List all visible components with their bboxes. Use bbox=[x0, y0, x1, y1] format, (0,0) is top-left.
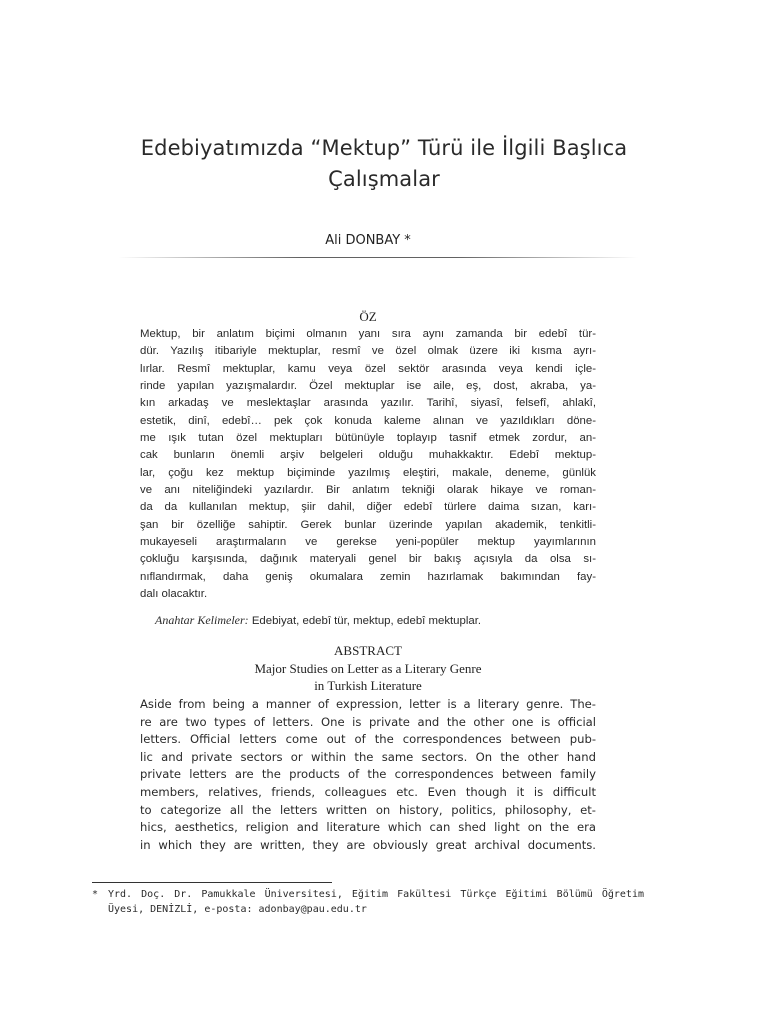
keywords-text: Edebiyat, edebî tür, mektup, edebî mektuplar. bbox=[248, 615, 482, 627]
footnote bbox=[92, 887, 644, 917]
abstract-line: lic and private sectors or within the same sectors. On the other hand bbox=[140, 749, 596, 764]
footnote-line-2: Üyesi, DENİZLİ, e-posta: adonbay@pau.edu.tr bbox=[108, 904, 367, 915]
oz-line: kın arkadaş ve meslektaşlar arasında yazılır. Tarihî, siyasî, felsefî, ahlakî, bbox=[140, 397, 596, 410]
abstract-body bbox=[140, 696, 596, 854]
keywords bbox=[155, 613, 595, 628]
paper-title bbox=[70, 133, 698, 195]
abstract-line: members, relatives, friends, colleagues etc. Even though it is difficult bbox=[140, 784, 596, 799]
abstract-heading: ABSTRACT bbox=[334, 643, 402, 658]
abstract-line: Aside from being a manner of expression, letter is a literary genre. The- bbox=[140, 697, 596, 711]
abstract-line: to categorize all the letters written on history, politics, philosophy, et- bbox=[140, 802, 596, 817]
footnote-divider bbox=[92, 882, 332, 883]
oz-line: şan bir özelliğe sahiptir. Gerek bunlar üzerinde yapılan akademik, tenkitli- bbox=[140, 518, 596, 531]
oz-line: dür. Yazılış itibariyle mektuplar, resmî ve özel olmak üzere iki kısma ayrı- bbox=[140, 345, 596, 358]
oz-line: me ışık tutan özel mektupları bütünüyle toplayıp tasnif etmek zordur, an- bbox=[140, 432, 596, 445]
paper-title-line-1: Edebiyatımızda “Mektup” Türü ile İlgili Başlıca bbox=[140, 136, 628, 160]
oz-line: estetik, dinî, edebî… pek çok konuda kaleme alınan ve yazıldıkları döne- bbox=[140, 414, 596, 427]
oz-line: dalı olacaktır. bbox=[140, 588, 208, 601]
oz-line: cak bunların önemli arşiv belgeleri olduğu muhakkaktır. Edebî mektup- bbox=[140, 449, 596, 462]
oz-line: çokluğu karşısında, dağınık materyali genel bir bakış açısıyla da olsa sı- bbox=[140, 553, 596, 566]
author-name: Ali DONBAY * bbox=[325, 233, 411, 248]
oz-line: rinde yapılan yazışmalardır. Özel mektuplar ise aile, eş, dost, akraba, ya- bbox=[140, 380, 596, 393]
oz-body bbox=[140, 326, 596, 604]
title-divider bbox=[118, 257, 638, 258]
abstract-line: in which they are written, they are obviously great archival documents. bbox=[140, 837, 596, 852]
oz-line: Mektup, bir anlatım biçimi olmanın yanı sıra aynı zamanda bir edebî tür- bbox=[140, 328, 596, 340]
footnote-mark: * bbox=[92, 889, 99, 900]
footnote-text bbox=[108, 887, 644, 917]
oz-line: ve anı niteliğindeki yazılardır. Bir anlatım tekniği olarak hikaye ve roman- bbox=[140, 484, 596, 497]
abstract-line: hics, aesthetics, religion and literature which can shed light on the era bbox=[140, 820, 596, 835]
footnote-line-1: Yrd. Doç. Dr. Pamukkale Üniversitesi, Eğitim Fakültesi Türkçe Eğitimi Bölümü Öğretim bbox=[108, 889, 644, 900]
keywords-label: Anahtar Kelimeler: bbox=[155, 613, 249, 627]
abstract-line: private letters are the products of the correspondences between family bbox=[140, 767, 596, 782]
oz-line: lırlar. Resmî mektuplar, kamu veya özel sektör arasında veya kendi içle- bbox=[140, 362, 596, 375]
abstract-title-line-2: in Turkish Literature bbox=[314, 678, 422, 693]
oz-line: mukayeseli araştırmaların ve gerekse yeni-popüler mektup yayımlarının bbox=[140, 536, 596, 549]
abstract-line: re are two types of letters. One is private and the other one is official bbox=[140, 714, 596, 729]
oz-heading: ÖZ bbox=[359, 309, 377, 324]
abstract-title bbox=[140, 660, 596, 694]
abstract-title-line-1: Major Studies on Letter as a Literary Genre bbox=[254, 661, 482, 676]
oz-line: lar, çoğu kez mektup biçiminde yazılmış eleştiri, makale, deneme, günlük bbox=[140, 466, 596, 479]
oz-line: nıflandırmak, daha geniş okumalara zemin hazırlamak bakımından fay- bbox=[140, 570, 596, 583]
paper-title-line-2: Çalışmalar bbox=[328, 167, 440, 191]
abstract-line: letters. Official letters come out of the correspondences between pub- bbox=[140, 732, 596, 747]
oz-line: da da kullanılan mektup, şiir dahil, diğer edebî türlere daima sızan, karı- bbox=[140, 501, 596, 514]
